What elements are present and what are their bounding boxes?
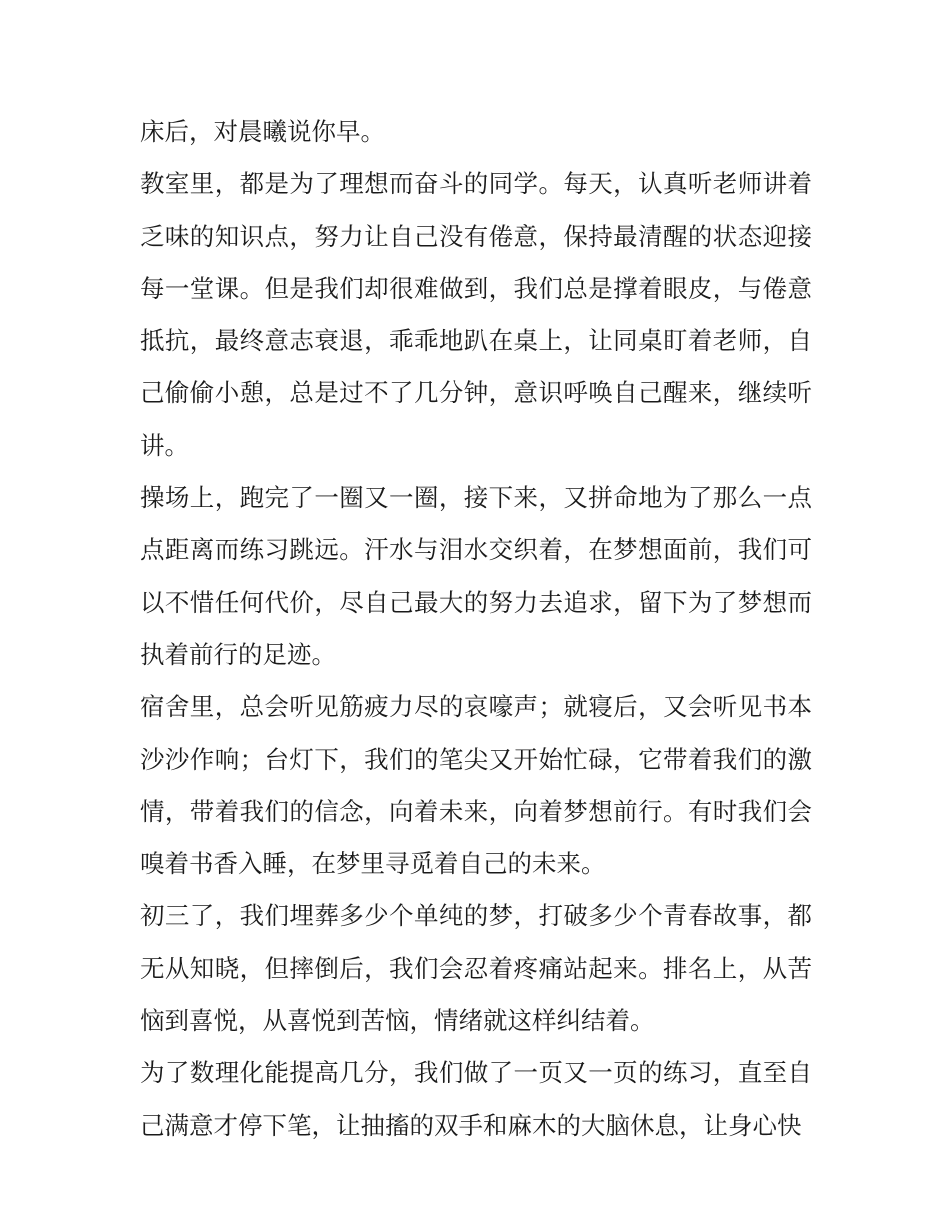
paragraph-6: 为了数理化能提高几分，我们做了一页又一页的练习，直至自己满意才停下笔，让抽搐的双手和麻木的大脑休息，让身心快 [140,1058,812,1140]
paragraph-3: 操场上，跑完了一圈又一圈，接下来，又拼命地为了那么一点点距离而练习跳远。汗水与泪水交织着，在梦想面前，我们可以不惜任何代价，尽自己最大的努力去追求，留下为了梦想而执着前行的足迹。 [140,483,812,669]
document-body [140,106,812,1152]
paragraph-4: 宿舍里，总会听见筋疲力尽的哀嚎声；就寝后，又会听见书本沙沙作响；台灯下，我们的笔尖又开始忙碌，它带着我们的激情，带着我们的信念，向着未来，向着梦想前行。有时我们会嗅着书香入睡，在梦里寻觅着自己的未来。 [140,692,812,879]
paragraph-5: 初三了，我们埋葬多少个单纯的梦，打破多少个青春故事，都无从知晓，但摔倒后，我们会忍着疼痛站起来。排名上，从苦恼到喜悦，从喜悦到苦恼，情绪就这样纠结着。 [140,901,812,1036]
paragraph-2: 教室里，都是为了理想而奋斗的同学。每天，认真听老师讲着乏味的知识点，努力让自己没有倦意，保持最清醒的状态迎接每一堂课。但是我们却很难做到，我们总是撑着眼皮，与倦意抵抗，最终意志衰退，乖乖地趴在桌上，让同桌盯着老师，自己偷偷小憩，总是过不了几分钟，意识呼唤自己醒来，继续听讲。 [140,169,812,460]
paragraph-1: 床后，对晨曦说你早。 [140,117,385,146]
